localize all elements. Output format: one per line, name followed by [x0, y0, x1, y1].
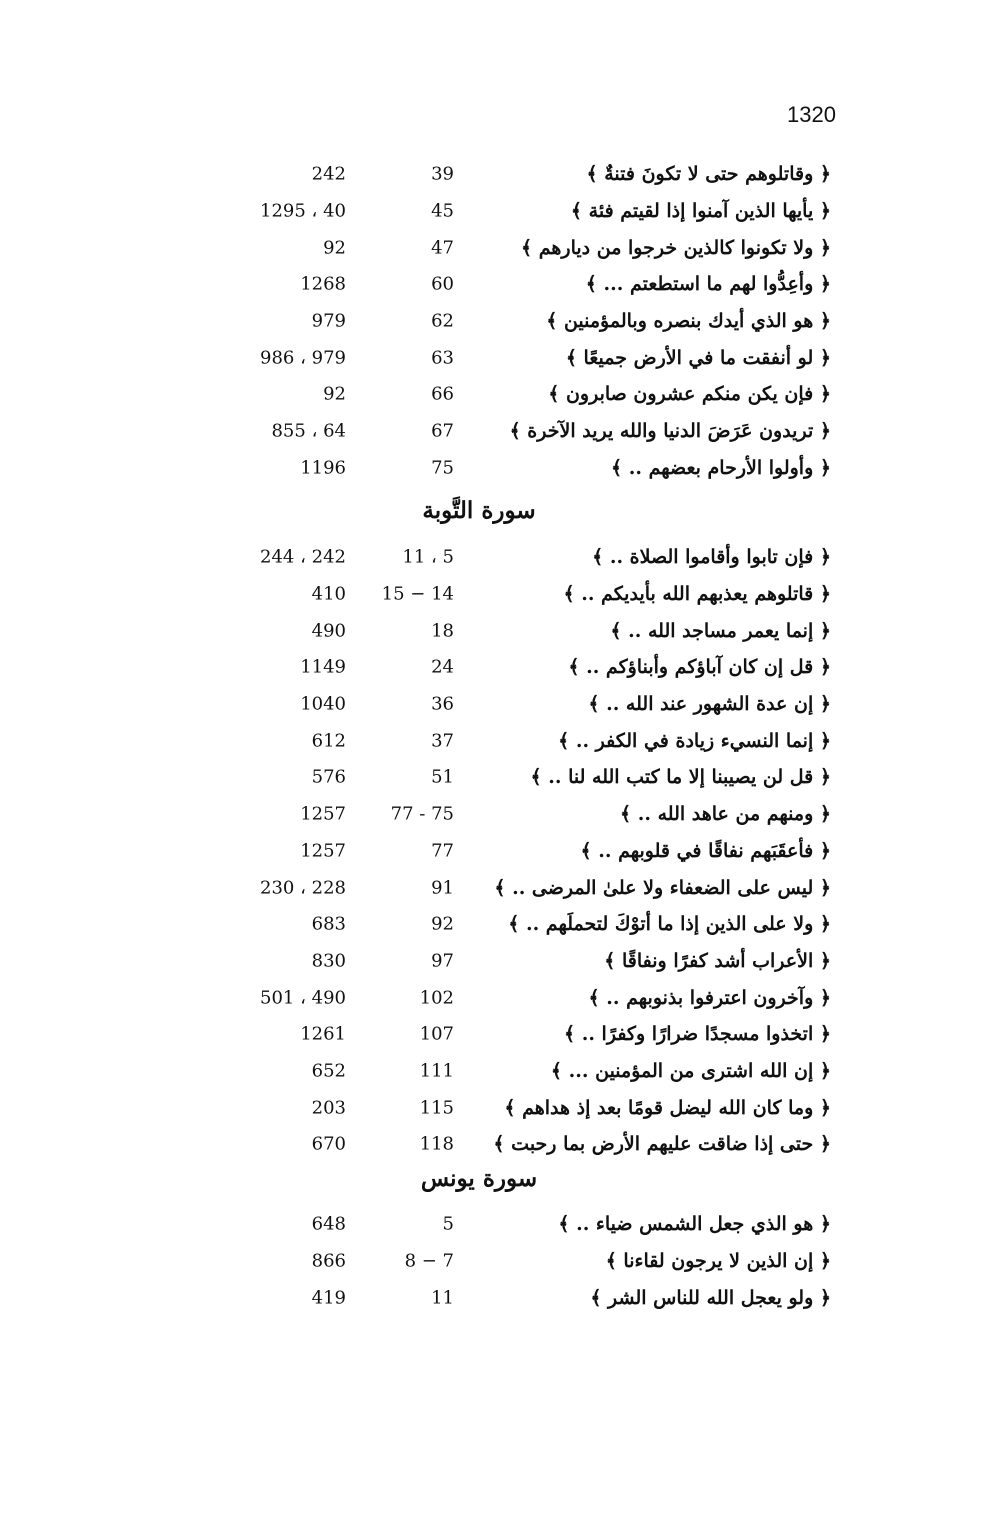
- verse-text: ﴿ إنما النسيء زيادة في الكفر .. ﴾: [558, 729, 831, 752]
- ayah-number: 115: [419, 1097, 454, 1119]
- page-reference: 670: [311, 1133, 346, 1155]
- verse-text: ﴿ قاتلوهم يعذبهم الله بأيديكم .. ﴾: [563, 583, 831, 606]
- verse-text: ﴿ تريدون عَرَضَ الدنيا والله يريد الآخرة ﴾: [509, 420, 831, 443]
- verse-text: ﴿ الأعراب أشد كفرًا ونفاقًا ﴾: [604, 949, 831, 972]
- ayah-number: 5: [442, 1213, 454, 1235]
- ayah-number: 11: [431, 1287, 454, 1309]
- page-reference: 648: [311, 1213, 346, 1235]
- index-row: [0, 906, 986, 943]
- page-reference: 1196: [300, 457, 346, 479]
- surah-heading: [0, 497, 986, 524]
- surah-heading-text: سورة التَّوبة: [422, 497, 536, 524]
- index-row: [0, 413, 986, 450]
- ayah-number: 39: [431, 163, 454, 185]
- ayah-number: 92: [431, 913, 454, 935]
- ayah-number: 91: [431, 877, 454, 899]
- verse-text: ﴿ إن عدة الشهور عند الله .. ﴾: [588, 693, 831, 716]
- index-row: [0, 722, 986, 759]
- index-row: [0, 943, 986, 980]
- index-row: [0, 686, 986, 723]
- page-reference: 490: [311, 620, 346, 642]
- verse-text: ﴿ وأعِدُّوا لهم ما استطعتم ... ﴾: [585, 273, 831, 296]
- ayah-number: 11 ، 5: [402, 546, 454, 568]
- ayah-number: 75: [431, 457, 454, 479]
- page-reference: 986 ، 979: [260, 347, 346, 369]
- index-row: [0, 1206, 986, 1243]
- verse-text: ﴿ إن الله اشترى من المؤمنين ... ﴾: [550, 1059, 831, 1082]
- index-row: [0, 339, 986, 376]
- page-reference: 652: [311, 1060, 346, 1082]
- page-reference: 203: [311, 1097, 346, 1119]
- verse-text: ﴿ اتخذوا مسجدًا ضرارًا وكفرًا .. ﴾: [563, 1023, 831, 1046]
- verse-text: ﴿ وما كان الله ليضل قومًا بعد إذ هداهم ﴾: [504, 1096, 831, 1119]
- index-block-yunus: [0, 1206, 986, 1316]
- page-reference: 244 ، 242: [260, 546, 346, 568]
- verse-text: ﴿ ليس على الضعفاء ولا علىٰ المرضى .. ﴾: [494, 876, 831, 899]
- page-reference: 1040: [300, 693, 346, 715]
- ayah-number: 24: [431, 656, 454, 678]
- page-reference: 855 ، 64: [271, 420, 346, 442]
- verse-text: ﴿ إن الذين لا يرجون لقاءنا ﴾: [605, 1250, 831, 1273]
- verse-text: ﴿ ولا على الذين إذا ما أتوْكَ لتحملَهم .. ﴾: [508, 913, 831, 936]
- index-row: [0, 193, 986, 230]
- page-reference: 576: [311, 766, 346, 788]
- verse-text: ﴿ يأيها الذين آمنوا إذا لقيتم فئة ﴾: [570, 200, 831, 223]
- verse-text: ﴿ وقاتلوهم حتى لا تكونَ فتنةٌ ﴾: [586, 163, 831, 186]
- index-row: [0, 156, 986, 193]
- page-reference: 1257: [300, 840, 346, 862]
- index-row: [0, 612, 986, 649]
- verse-text: ﴿ ولا تكونوا كالذين خرجوا من ديارهم ﴾: [521, 236, 831, 259]
- verse-text: ﴿ فإن يكن منكم عشرون صابرون ﴾: [548, 383, 831, 406]
- index-row: [0, 1089, 986, 1126]
- ayah-number: 66: [431, 383, 454, 405]
- page-reference: 410: [311, 583, 346, 605]
- index-row: [0, 649, 986, 686]
- page-reference: 419: [311, 1287, 346, 1309]
- index-row: [0, 229, 986, 266]
- page-reference: 92: [323, 383, 346, 405]
- index-row: [0, 796, 986, 833]
- page-reference: 683: [311, 913, 346, 935]
- ayah-number: 102: [419, 987, 454, 1009]
- ayah-number: 45: [431, 200, 454, 222]
- index-row: [0, 539, 986, 576]
- verse-text: ﴿ هو الذي أيدك بنصره وبالمؤمنين ﴾: [546, 310, 831, 333]
- verse-text: ﴿ وآخرون اعترفوا بذنوبهم .. ﴾: [588, 986, 831, 1009]
- verse-text: ﴿ إنما يعمر مساجد الله .. ﴾: [610, 619, 831, 642]
- ayah-number: 77: [431, 840, 454, 862]
- verse-text: ﴿ حتى إذا ضاقت عليهم الأرض بما رحبت ﴾: [493, 1133, 831, 1156]
- index-row: [0, 1243, 986, 1280]
- index-row: [0, 1053, 986, 1090]
- verse-text: ﴿ فإن تابوا وأقاموا الصلاة .. ﴾: [592, 546, 831, 569]
- page-reference: 1295 ، 40: [260, 200, 346, 222]
- verse-text: ﴿ لو أنفقت ما في الأرض جميعًا ﴾: [565, 346, 831, 369]
- ayah-number: 118: [419, 1133, 454, 1155]
- ayah-number: 8 − 7: [404, 1250, 454, 1272]
- verse-text: ﴿ هو الذي جعل الشمس ضياء .. ﴾: [558, 1213, 831, 1236]
- page-reference: 866: [311, 1250, 346, 1272]
- page-reference: 1257: [300, 803, 346, 825]
- ayah-number: 15 − 14: [381, 583, 454, 605]
- verse-text: ﴿ قل إن كان آباؤكم وأبناؤكم .. ﴾: [568, 656, 831, 679]
- ayah-number: 37: [431, 730, 454, 752]
- ayah-number: 107: [419, 1023, 454, 1045]
- page-reference: 242: [311, 163, 346, 185]
- surah-heading-text: سورة يونس: [420, 1165, 538, 1192]
- ayah-number: 47: [431, 237, 454, 259]
- index-row: [0, 1126, 986, 1163]
- index-row: [0, 833, 986, 870]
- ayah-number: 111: [419, 1060, 454, 1082]
- surah-heading: [0, 1165, 986, 1192]
- ayah-number: 63: [431, 347, 454, 369]
- ayah-number: 97: [431, 950, 454, 972]
- page-reference: 92: [323, 237, 346, 259]
- page-reference: 1149: [300, 656, 346, 678]
- ayah-number: 18: [431, 620, 454, 642]
- index-row: [0, 266, 986, 303]
- verse-text: ﴿ ولو يعجل الله للناس الشر ﴾: [590, 1286, 831, 1309]
- index-row: [0, 376, 986, 413]
- page-number: 1320: [787, 102, 836, 127]
- index-block-anfal: [0, 156, 986, 486]
- verse-text: ﴿ ومنهم من عاهد الله .. ﴾: [620, 803, 831, 826]
- page-reference: 979: [311, 310, 346, 332]
- ayah-number: 62: [431, 310, 454, 332]
- ayah-number: 36: [431, 693, 454, 715]
- index-block-tawba: [0, 539, 986, 1163]
- page-reference: 1268: [300, 273, 346, 295]
- index-row: [0, 450, 986, 487]
- ayah-number: 60: [431, 273, 454, 295]
- ayah-number: 51: [431, 766, 454, 788]
- ayah-number: 67: [431, 420, 454, 442]
- verse-text: ﴿ وأولوا الأرحام بعضهم .. ﴾: [610, 456, 831, 479]
- ayah-number: 77 - 75: [390, 803, 454, 825]
- page-reference: 230 ، 228: [260, 877, 346, 899]
- index-row: [0, 1016, 986, 1053]
- index-row: [0, 979, 986, 1016]
- page-reference: 501 ، 490: [260, 987, 346, 1009]
- page-reference: 612: [311, 730, 346, 752]
- index-row: [0, 576, 986, 613]
- verse-text: ﴿ قل لن يصيبنا إلا ما كتب الله لنا .. ﴾: [530, 766, 831, 789]
- index-row: [0, 869, 986, 906]
- index-row: [0, 303, 986, 340]
- page-reference: 1261: [300, 1023, 346, 1045]
- index-row: [0, 1279, 986, 1316]
- verse-text: ﴿ فأعقَبَهم نفاقًا في قلوبهم .. ﴾: [580, 839, 831, 862]
- page-reference: 830: [311, 950, 346, 972]
- index-row: [0, 759, 986, 796]
